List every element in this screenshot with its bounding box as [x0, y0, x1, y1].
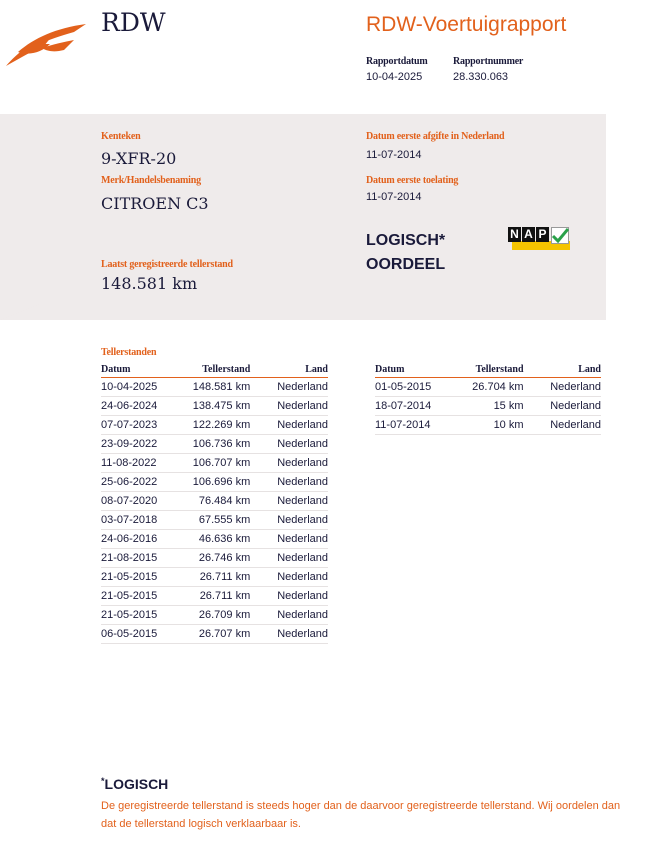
readings-body-right: [375, 378, 601, 435]
odometer-value: 148.581 km: [101, 274, 198, 293]
nap-badge: [508, 227, 572, 251]
odometer-label: Laatst geregistreerde tellerstand: [101, 259, 233, 270]
table-row: [101, 549, 328, 568]
reading-date: 24-06-2024: [101, 397, 180, 416]
footnote-text: De geregistreerde tellerstand is steeds hoger dan de daarvoor geregistreerde tellerstand. Wij oordelen dan dat de tellerstand logisch verklaarbaar is.: [101, 800, 621, 830]
reading-date: 21-08-2015: [101, 549, 180, 568]
first-issue-label: Datum eerste afgifte in Nederland: [366, 131, 505, 142]
reading-odometer: 122.269 km: [180, 416, 250, 435]
reading-date: 25-06-2022: [101, 473, 180, 492]
verdict-line-2: OORDEEL: [366, 256, 446, 273]
vehicle-summary-panel: [0, 114, 606, 320]
report-number-label: Rapportnummer: [453, 56, 524, 67]
table-row: [101, 378, 328, 397]
reading-country: Nederland: [250, 625, 328, 644]
reading-odometer: 148.581 km: [180, 378, 250, 397]
reading-date: 21-05-2015: [101, 587, 180, 606]
reading-date: 10-04-2025: [101, 378, 180, 397]
reading-date: 08-07-2020: [101, 492, 180, 511]
panel-notch: [0, 304, 40, 320]
reading-odometer: 106.707 km: [180, 454, 250, 473]
reading-country: Nederland: [250, 511, 328, 530]
reading-country: Nederland: [250, 397, 328, 416]
reading-country: Nederland: [250, 568, 328, 587]
reading-date: 23-09-2022: [101, 435, 180, 454]
report-number: 28.330.063: [453, 71, 509, 83]
col-odometer-header: Tellerstand: [454, 363, 524, 378]
reading-country: Nederland: [524, 378, 601, 397]
reading-date: 24-06-2016: [101, 530, 180, 549]
table-row: [101, 473, 328, 492]
rdw-logo: [4, 22, 88, 68]
footnote-star: *: [101, 776, 105, 786]
reading-date: 21-05-2015: [101, 606, 180, 625]
col-date-header: Datum: [375, 363, 454, 378]
reading-odometer: 26.746 km: [180, 549, 250, 568]
readings-title: Tellerstanden: [101, 347, 157, 358]
verdict-line-1: LOGISCH*: [366, 232, 446, 249]
reading-odometer: 26.711 km: [180, 568, 250, 587]
readings-header-row: [101, 363, 328, 378]
readings-header-row: [375, 363, 601, 378]
table-row: [101, 511, 328, 530]
table-row: [101, 492, 328, 511]
footnote-title-text: LOGISCH: [104, 776, 169, 792]
reading-country: Nederland: [250, 606, 328, 625]
report-date-label: Rapportdatum: [366, 56, 428, 67]
col-country-header: Land: [524, 363, 601, 378]
first-admission-label: Datum eerste toelating: [366, 175, 459, 186]
col-country-header: Land: [250, 363, 328, 378]
plate-value: 9-XFR-20: [101, 149, 177, 168]
table-row: [101, 530, 328, 549]
reading-country: Nederland: [524, 397, 601, 416]
table-row: [101, 397, 328, 416]
first-admission-value: 11-07-2014: [366, 191, 422, 203]
reading-country: Nederland: [250, 587, 328, 606]
nap-letter-n: N: [508, 227, 521, 242]
readings-table-right: [375, 363, 601, 435]
footnote-title: [101, 776, 168, 792]
reading-odometer: 76.484 km: [180, 492, 250, 511]
reading-date: 11-08-2022: [101, 454, 180, 473]
reading-odometer: 10 km: [454, 416, 524, 435]
reading-odometer: 138.475 km: [180, 397, 250, 416]
table-row: [101, 625, 328, 644]
reading-date: 11-07-2014: [375, 416, 454, 435]
reading-country: Nederland: [250, 530, 328, 549]
reading-country: Nederland: [250, 549, 328, 568]
reading-country: Nederland: [250, 435, 328, 454]
reading-date: 07-07-2023: [101, 416, 180, 435]
reading-date: 06-05-2015: [101, 625, 180, 644]
reading-country: Nederland: [250, 378, 328, 397]
readings-body-left: [101, 378, 328, 644]
table-row: [375, 416, 601, 435]
nap-letter-a: A: [522, 227, 535, 242]
reading-country: Nederland: [250, 473, 328, 492]
reading-odometer: 26.707 km: [180, 625, 250, 644]
table-row: [101, 435, 328, 454]
first-issue-value: 11-07-2014: [366, 149, 422, 161]
brand-name: RDW: [101, 8, 166, 37]
table-row: [375, 378, 601, 397]
reading-odometer: 106.736 km: [180, 435, 250, 454]
table-row: [101, 587, 328, 606]
plate-label: Kenteken: [101, 131, 141, 142]
reading-odometer: 26.704 km: [454, 378, 524, 397]
reading-date: 03-07-2018: [101, 511, 180, 530]
reading-country: Nederland: [250, 416, 328, 435]
report-date: 10-04-2025: [366, 71, 423, 83]
nap-letter-p: P: [536, 227, 549, 242]
reading-date: 18-07-2014: [375, 397, 454, 416]
reading-odometer: 106.696 km: [180, 473, 250, 492]
col-odometer-header: Tellerstand: [180, 363, 250, 378]
table-row: [101, 416, 328, 435]
reading-odometer: 15 km: [454, 397, 524, 416]
readings-table-left: [101, 363, 328, 644]
check-icon: [551, 227, 569, 244]
rdw-logo-icon: [4, 22, 88, 68]
nap-check-box: [551, 227, 569, 244]
table-row: [101, 568, 328, 587]
table-row: [101, 606, 328, 625]
reading-country: Nederland: [250, 454, 328, 473]
table-row: [375, 397, 601, 416]
col-date-header: Datum: [101, 363, 180, 378]
reading-date: 01-05-2015: [375, 378, 454, 397]
make-label: Merk/Handelsbenaming: [101, 175, 201, 186]
reading-odometer: 26.711 km: [180, 587, 250, 606]
reading-odometer: 26.709 km: [180, 606, 250, 625]
report-title: RDW-Voertuigrapport: [366, 13, 567, 36]
table-row: [101, 454, 328, 473]
reading-country: Nederland: [524, 416, 601, 435]
make-value: CITROEN C3: [101, 194, 209, 213]
reading-date: 21-05-2015: [101, 568, 180, 587]
reading-odometer: 67.555 km: [180, 511, 250, 530]
reading-odometer: 46.636 km: [180, 530, 250, 549]
reading-country: Nederland: [250, 492, 328, 511]
